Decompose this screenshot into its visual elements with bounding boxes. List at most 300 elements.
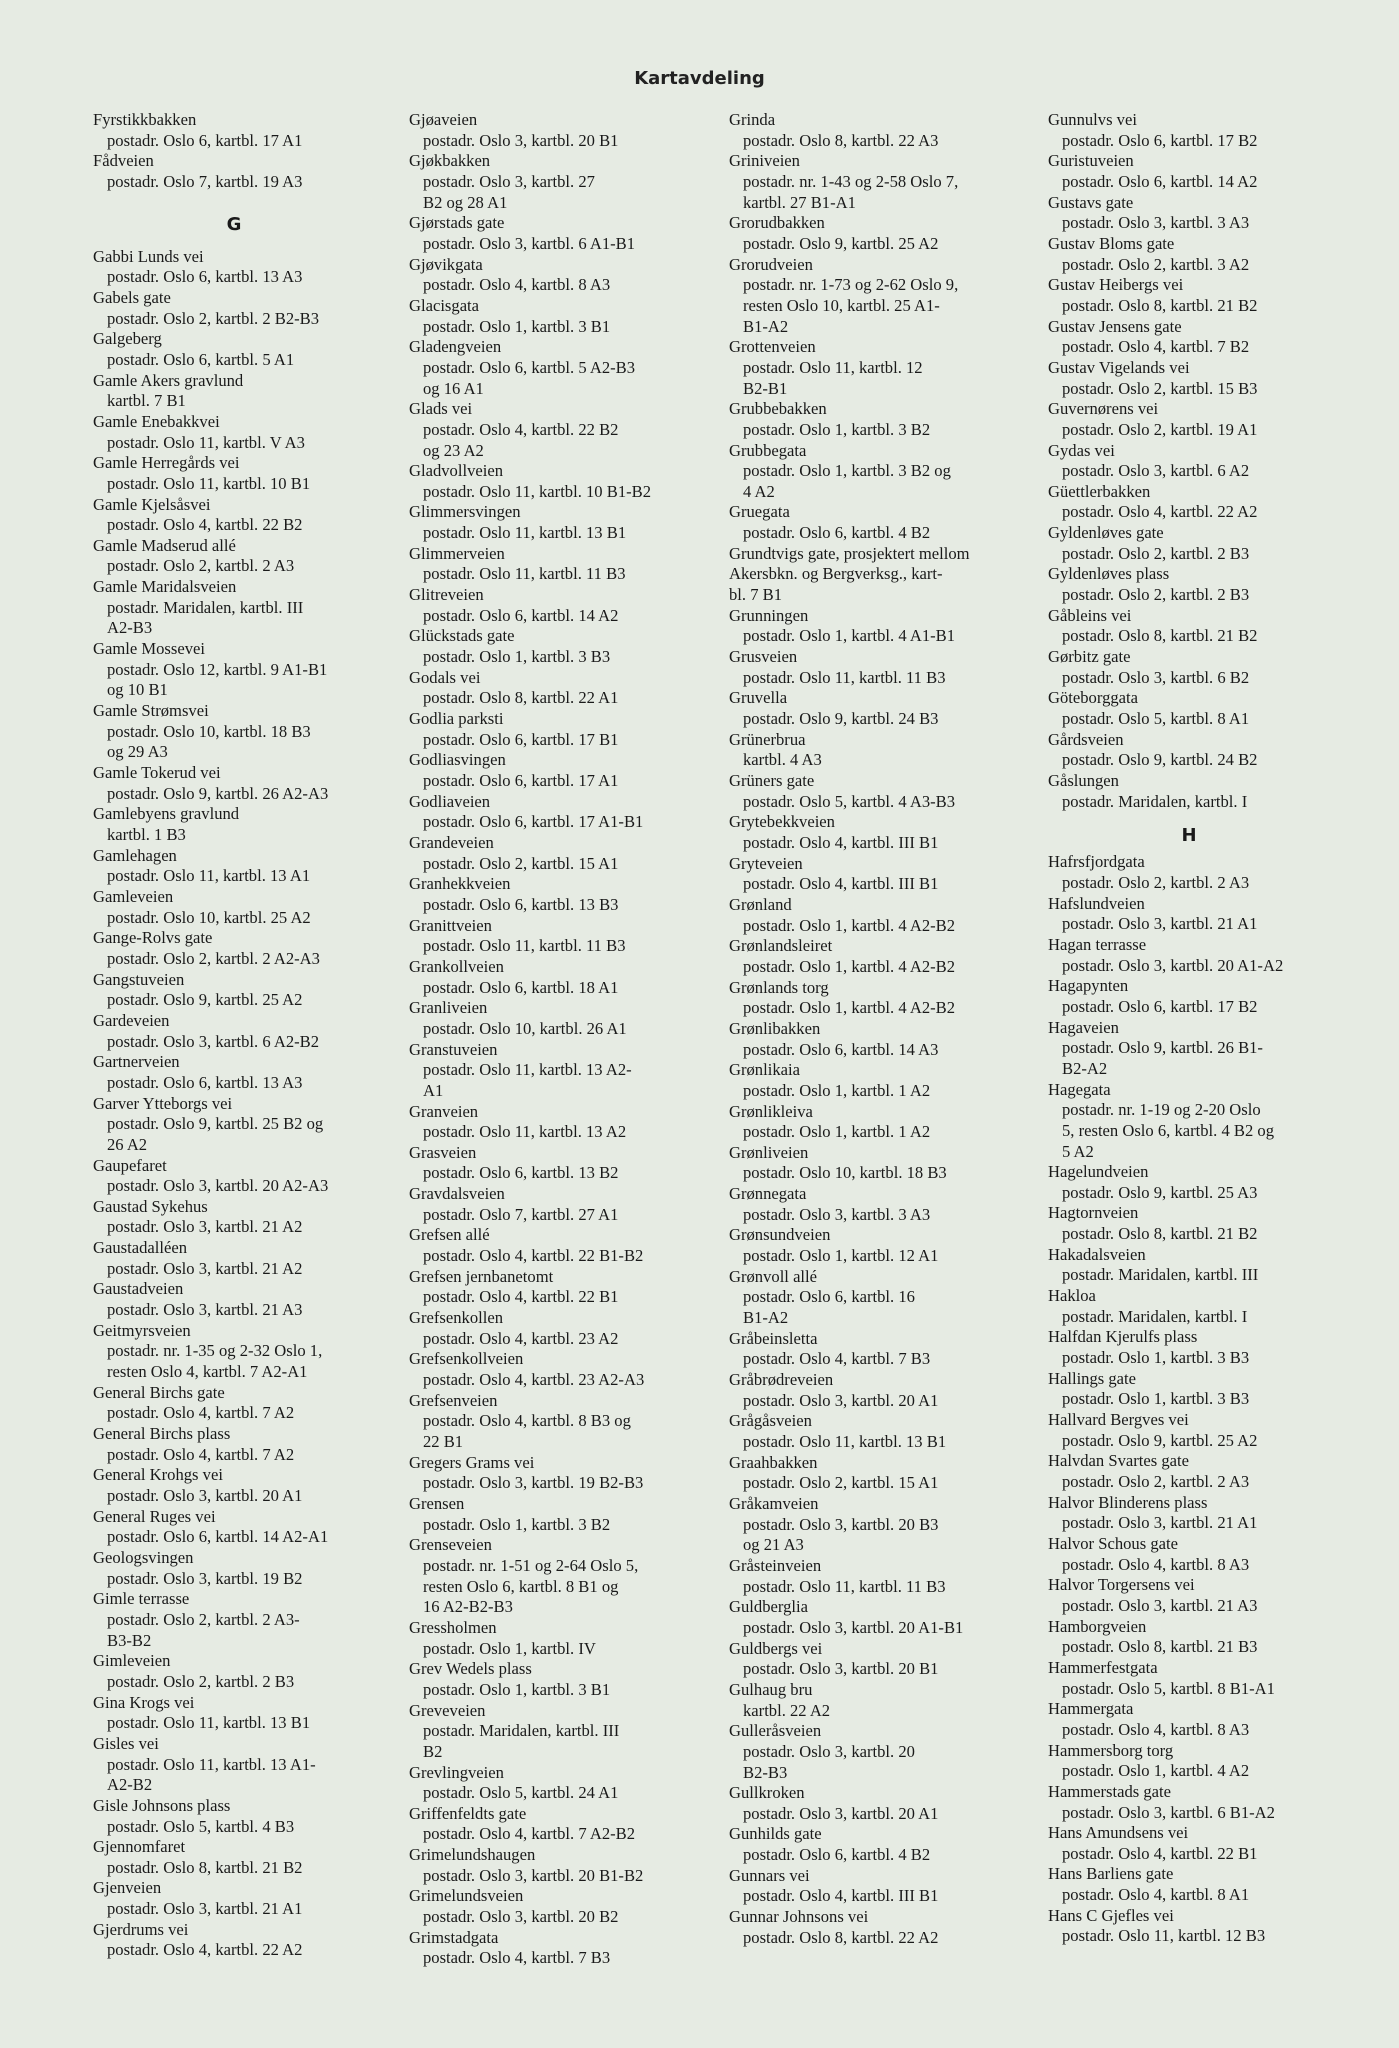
street-entry	[409, 461, 691, 502]
street-name: Grünerbrua	[729, 729, 806, 749]
street-address: postadr. Oslo 3, kartbl. 21 A1	[1062, 914, 1258, 934]
street-name: Guldbergs vei	[729, 1638, 823, 1658]
street-entry	[1048, 1658, 1330, 1699]
street-address: postadr. Oslo 8, kartbl. 21 B2	[107, 1857, 303, 1877]
street-address: postadr. Oslo 11, kartbl. 13 B1	[743, 1432, 947, 1451]
street-entry	[93, 1011, 375, 1052]
street-address: postadr. Oslo 9, kartbl. 25 A2	[107, 990, 303, 1010]
street-name: Geitmyrsveien	[93, 1320, 191, 1340]
street-address: postadr. Oslo 3, kartbl. 20 B1	[743, 1659, 939, 1679]
page-heading: Kartavdeling	[634, 68, 765, 89]
street-address: postadr. Oslo 2, kartbl. 19 A1	[1062, 419, 1258, 439]
street-name: Hammersborg torg	[1048, 1740, 1174, 1760]
street-name: Gravdalsveien	[409, 1184, 505, 1204]
street-name: Grønnegata	[729, 1184, 807, 1204]
street-name: Hagapynten	[1048, 976, 1129, 996]
street-entry	[93, 1279, 375, 1320]
street-address: postadr. Oslo 8, kartbl. 22 A3	[743, 130, 939, 150]
street-name: Guvernørens vei	[1048, 399, 1159, 419]
street-address: postadr. Oslo 6, kartbl. 14 A2	[423, 605, 619, 625]
street-address: postadr. Oslo 4, kartbl. 7 B2	[1062, 337, 1250, 357]
street-address: postadr. Oslo 4, kartbl. 8 A3	[1062, 1719, 1250, 1739]
street-name: Gunnars vei	[729, 1865, 810, 1885]
street-name: Grefsen allé	[409, 1225, 490, 1245]
street-name: Griffenfeldts gate	[409, 1803, 527, 1823]
street-entry	[729, 1143, 1011, 1184]
street-address: postadr. Oslo 9, kartbl. 26 A2-A3	[107, 783, 329, 803]
street-address: postadr. Oslo 6, kartbl. 5 A1	[107, 349, 295, 369]
street-entry	[729, 1184, 1011, 1225]
street-address: postadr. Oslo 5, kartbl. 8 B1-A1	[1062, 1678, 1275, 1698]
street-name: Gruvella	[729, 688, 788, 708]
street-name: Gunnulvs vei	[1048, 110, 1137, 129]
street-address: postadr. Oslo 12, kartbl. 9 A1-B1 og 10 B1	[107, 659, 328, 700]
street-entry	[409, 399, 691, 461]
street-name: Gjennomfaret	[93, 1837, 186, 1857]
street-entry	[1048, 234, 1330, 275]
street-entry	[93, 1878, 375, 1919]
street-name: Grågåsveien	[729, 1411, 812, 1431]
street-name: Glimmersvingen	[409, 502, 521, 522]
street-address: postadr. Oslo 2, kartbl. 2 A3	[107, 556, 295, 576]
street-name: Grønlibakken	[729, 1018, 821, 1038]
street-name: Grandeveien	[409, 832, 494, 852]
street-name: Glacisgata	[409, 295, 480, 315]
street-entry	[409, 1763, 691, 1804]
street-address: postadr. Oslo 2, kartbl. 2 A3	[1062, 872, 1250, 892]
street-entry	[729, 110, 1011, 151]
street-name: Gabbi Lunds vei	[93, 246, 204, 266]
street-entry	[729, 1453, 1011, 1494]
street-address: postadr. Oslo 2, kartbl. 2 B3	[107, 1671, 295, 1691]
street-name: Grorudbakken	[729, 213, 825, 233]
street-entry	[93, 1651, 375, 1692]
column-4	[1048, 110, 1330, 1947]
street-name: Hagtornveien	[1048, 1203, 1139, 1223]
street-entry	[93, 151, 375, 192]
street-name: Gressholmen	[409, 1617, 497, 1637]
street-name: Galgeberg	[93, 329, 162, 349]
street-address: postadr. Oslo 11, kartbl. 13 B1	[107, 1713, 311, 1733]
street-name: Gjerdrums vei	[93, 1919, 189, 1939]
street-address: postadr. Oslo 6, kartbl. 14 A2	[1062, 171, 1258, 191]
street-name: Hafrsfjordgata	[1048, 852, 1145, 872]
street-entry	[409, 1143, 691, 1184]
street-entry	[409, 1391, 691, 1453]
street-entry	[1048, 1823, 1330, 1864]
street-address: postadr. Oslo 6, kartbl. 18 A1	[423, 977, 619, 997]
street-entry	[409, 502, 691, 543]
street-address: postadr. Oslo 4, kartbl. III B1	[743, 1886, 939, 1906]
street-name: Grefsen jernbanetomt	[409, 1266, 554, 1286]
street-address: postadr. Oslo 4, kartbl. III B1	[743, 832, 939, 852]
street-name: Grüners gate	[729, 771, 815, 790]
street-address: postadr. Oslo 3, kartbl. 20 A1-B1	[743, 1617, 964, 1637]
street-address: postadr. Oslo 6, kartbl. 17 B2	[1062, 130, 1258, 150]
street-name: Hammergata	[1048, 1699, 1134, 1719]
street-entry	[93, 1589, 375, 1651]
street-name: Gaustadveien	[93, 1279, 184, 1299]
street-address: postadr. Oslo 10, kartbl. 26 A1	[423, 1018, 627, 1038]
street-entry	[729, 978, 1011, 1019]
street-name: Gustavs gate	[1048, 192, 1134, 212]
street-address: postadr. Oslo 3, kartbl. 6 B2	[1062, 667, 1250, 687]
street-address: postadr. Oslo 9, kartbl. 24 B3	[743, 709, 939, 729]
street-name: Gamle Tokerud vei	[93, 763, 221, 783]
street-entry	[729, 255, 1011, 338]
street-address: postadr. Oslo 4, kartbl. 22 B1	[423, 1287, 619, 1307]
street-name: Gina Krogs vei	[93, 1692, 195, 1712]
street-address: postadr. Oslo 9, kartbl. 25 B2 og 26 A2	[107, 1114, 324, 1154]
street-address: postadr. Oslo 3, kartbl. 6 A2-B2	[107, 1031, 320, 1051]
street-name: Gladvollveien	[409, 461, 504, 481]
street-entry	[409, 1267, 691, 1308]
street-address: postadr. Oslo 3, kartbl. 3 A3	[743, 1204, 931, 1224]
street-name: Halvor Blinderens plass	[1048, 1492, 1208, 1512]
street-entry	[409, 1184, 691, 1225]
street-address: kartbl. 4 A3	[743, 750, 822, 770]
street-entry	[409, 1804, 691, 1845]
street-name: Grønlikleiva	[729, 1101, 813, 1121]
street-entry	[409, 544, 691, 585]
street-name: Hagelundveien	[1048, 1162, 1149, 1182]
street-entry	[93, 846, 375, 887]
street-address: postadr. Oslo 8, kartbl. 22 A2	[743, 1927, 939, 1947]
street-entry	[729, 1556, 1011, 1597]
street-name: Grønvoll allé	[729, 1266, 818, 1286]
street-entry	[729, 399, 1011, 440]
street-name: Hammerfestgata	[1048, 1657, 1158, 1677]
street-name: Halvor Schous gate	[1048, 1533, 1178, 1553]
street-entry	[409, 916, 691, 957]
street-address: postadr. Oslo 2, kartbl. 2 A3- B3-B2	[107, 1609, 300, 1650]
street-address: postadr. Oslo 3, kartbl. 19 B2-B3	[423, 1473, 644, 1493]
street-address: postadr. Oslo 1, kartbl. 4 A2-B2	[743, 956, 956, 976]
street-name: Grusveien	[729, 647, 798, 667]
street-name: Gamle Strømsvei	[93, 701, 209, 721]
street-name: Gråkamveien	[729, 1493, 819, 1513]
street-entry	[409, 668, 691, 709]
street-name: Gisles vei	[93, 1733, 159, 1753]
street-name: Garver Ytteborgs vei	[93, 1093, 233, 1113]
street-name: Gjøvikgata	[409, 254, 483, 274]
street-address: postadr. Oslo 3, kartbl. 20 A1	[107, 1486, 303, 1505]
section-letter: G	[226, 213, 242, 235]
street-name: Gjøkbakken	[409, 151, 491, 171]
street-address: postadr. Oslo 8, kartbl. 21 B3	[1062, 1637, 1258, 1657]
street-address: postadr. Oslo 9, kartbl. 25 A2	[1062, 1430, 1258, 1450]
street-entry	[729, 1329, 1011, 1370]
street-name: Gaustad Sykehus	[93, 1196, 208, 1216]
street-name: Gyldenløves gate	[1048, 523, 1164, 543]
street-entry	[409, 296, 691, 337]
street-name: Grønliveien	[729, 1142, 809, 1162]
street-entry	[93, 1424, 375, 1465]
street-entry	[729, 1639, 1011, 1680]
street-address: postadr. Oslo 1, kartbl. 3 B2 og 4 A2	[743, 461, 951, 501]
street-entry	[729, 854, 1011, 895]
street-entry	[1048, 482, 1330, 523]
street-address: postadr. Oslo 8, kartbl. 21 B2	[1062, 295, 1258, 315]
street-entry	[93, 887, 375, 928]
street-entry	[409, 1845, 691, 1886]
street-entry	[1048, 358, 1330, 399]
street-name: Gaupefaret	[93, 1155, 167, 1175]
street-name: Gamlehagen	[93, 845, 177, 865]
street-entry	[1048, 606, 1330, 647]
street-entry	[1048, 1451, 1330, 1492]
street-entry	[1048, 1327, 1330, 1368]
column-3	[729, 110, 1011, 1948]
street-name: Gange-Rolvs gate	[93, 928, 213, 948]
street-address: postadr. Oslo 9, kartbl. 26 B1- B2-A2	[1062, 1038, 1263, 1078]
street-name: Hallvard Bergves vei	[1048, 1410, 1189, 1430]
street-address: postadr. Oslo 4, kartbl. III B1	[743, 874, 939, 894]
street-name: Gydas vei	[1048, 440, 1115, 460]
street-name: Hammerstads gate	[1048, 1781, 1172, 1801]
street-address: postadr. Oslo 7, kartbl. 27 A1	[423, 1204, 619, 1224]
street-address: postadr. Oslo 4, kartbl. 22 B1-B2	[423, 1246, 644, 1266]
street-name: Grubbebakken	[729, 399, 827, 419]
street-name: Gruegata	[729, 502, 790, 522]
street-address: postadr. Oslo 6, kartbl. 5 A2-B3 og 16 A1	[423, 357, 636, 398]
street-entry	[93, 1052, 375, 1093]
street-address: postadr. Oslo 6, kartbl. 13 B2	[423, 1163, 619, 1183]
street-entry	[409, 1349, 691, 1390]
street-address: postadr. Oslo 5, kartbl. 4 A3-B3	[743, 791, 956, 811]
street-name: Gulhaug bru	[729, 1679, 813, 1699]
street-entry	[729, 936, 1011, 977]
street-address: postadr. Oslo 11, kartbl. 11 B3	[423, 564, 626, 584]
street-name: Gullkroken	[729, 1783, 805, 1803]
street-address: postadr. Oslo 4, kartbl. 7 B3	[743, 1349, 931, 1369]
street-address: postadr. Oslo 3, kartbl. 6 A2	[1062, 461, 1250, 481]
street-address: postadr. Oslo 3, kartbl. 21 A1	[107, 1899, 303, 1919]
street-name: Gustav Vigelands vei	[1048, 357, 1190, 377]
street-address: postadr. Oslo 8, kartbl. 22 A1	[423, 688, 619, 708]
street-address: postadr. Maridalen, kartbl. I	[1062, 791, 1248, 811]
street-address: postadr. Oslo 2, kartbl. 2 A2-A3	[107, 948, 320, 968]
street-address: postadr. Oslo 4, kartbl. 7 A2-B2	[423, 1824, 636, 1844]
street-name: Glückstads gate	[409, 626, 515, 646]
street-name: Grefsenkollen	[409, 1308, 503, 1328]
street-address: postadr. Oslo 2, kartbl. 15 A1	[743, 1473, 939, 1493]
street-entry	[1048, 1906, 1330, 1947]
street-name: Hans Barliens gate	[1048, 1864, 1174, 1884]
street-entry	[93, 1197, 375, 1238]
street-entry	[409, 998, 691, 1039]
street-name: Graahbakken	[729, 1452, 818, 1472]
street-name: Grytebekkveien	[729, 812, 835, 832]
street-name: Guldberglia	[729, 1597, 808, 1617]
street-name: Glitreveien	[409, 585, 484, 605]
street-entry	[1048, 1018, 1330, 1080]
street-name: Gråbrødreveien	[729, 1370, 834, 1390]
street-entry	[729, 151, 1011, 213]
street-name: Gjørstads gate	[409, 213, 505, 233]
street-entry	[93, 928, 375, 969]
street-name: Hans C Gjefles vei	[1048, 1905, 1174, 1925]
street-entry	[93, 1094, 375, 1156]
street-address: postadr. Oslo 4, kartbl. 22 B2 og 23 A2	[423, 419, 619, 460]
street-address: postadr. Oslo 4, kartbl. 8 A1	[1062, 1885, 1250, 1905]
street-entry	[1048, 1699, 1330, 1740]
street-entry	[1048, 564, 1330, 605]
street-address: postadr. Oslo 6, kartbl. 13 A3	[107, 267, 303, 287]
street-name: Grunningen	[729, 605, 809, 625]
street-name: General Krohgs vei	[93, 1465, 223, 1485]
street-entry	[93, 763, 375, 804]
street-name: General Ruges vei	[93, 1506, 216, 1526]
street-entry	[729, 771, 1011, 812]
street-entry	[1048, 647, 1330, 688]
street-entry	[1048, 1493, 1330, 1534]
street-name: Gregers Grams vei	[409, 1452, 535, 1472]
street-address: postadr. Oslo 11, kartbl. 12 B2-B1	[743, 357, 923, 398]
street-entry	[409, 1928, 691, 1969]
street-address: postadr. Oslo 1, kartbl. 1 A2	[743, 1080, 931, 1100]
street-address: postadr. Oslo 4, kartbl. 22 B1	[1062, 1843, 1258, 1863]
street-entry	[93, 1465, 375, 1506]
street-address: postadr. Oslo 4, kartbl. 22 A2	[107, 1940, 303, 1960]
street-name: Güettlerbakken	[1048, 481, 1151, 501]
street-entry	[729, 1783, 1011, 1824]
street-name: Gimleveien	[93, 1651, 171, 1671]
street-address: postadr. Oslo 3, kartbl. 20 B3 og 21 A3	[743, 1514, 939, 1555]
street-address: postadr. Oslo 11, kartbl. 12 B3	[1062, 1926, 1266, 1946]
street-entry	[409, 1701, 691, 1763]
street-address: postadr. Oslo 11, kartbl. 10 B1-B2	[423, 481, 652, 501]
street-name: Gunnar Johnsons vei	[729, 1907, 869, 1927]
street-name: Grinda	[729, 110, 776, 129]
street-entry	[409, 1102, 691, 1143]
street-name: Gamle Madserud allé	[93, 535, 236, 555]
street-name: Granveien	[409, 1101, 479, 1121]
street-entry	[409, 1618, 691, 1659]
street-name: Grønsundveien	[729, 1225, 831, 1245]
street-entry	[409, 750, 691, 791]
street-name: Gråsteinveien	[729, 1555, 822, 1575]
street-address: postadr. Oslo 11, kartbl. V A3	[107, 432, 305, 452]
street-entry	[409, 1308, 691, 1349]
street-address: postadr. Oslo 1, kartbl. 3 B1	[423, 316, 611, 336]
street-entry	[729, 1060, 1011, 1101]
street-entry	[729, 1267, 1011, 1329]
street-entry	[409, 1494, 691, 1535]
street-address: postadr. Oslo 8, kartbl. 21 B2	[1062, 626, 1258, 646]
street-name: Gamlebyens gravlund	[93, 804, 240, 824]
street-entry	[93, 701, 375, 763]
street-address: postadr. Oslo 10, kartbl. 25 A2	[107, 907, 311, 927]
street-entry	[729, 1680, 1011, 1721]
street-address: kartbl. 22 A2	[743, 1700, 831, 1720]
street-address: kartbl. 7 B1	[107, 391, 186, 411]
street-address: postadr. Oslo 11, kartbl. 13 A2- A1	[423, 1060, 632, 1100]
street-name: Guristuveien	[1048, 151, 1134, 171]
street-address: postadr. Oslo 9, kartbl. 25 A2	[743, 233, 939, 253]
street-name: Gamle Mossevei	[93, 639, 205, 659]
street-entry	[729, 1370, 1011, 1411]
street-address: postadr. Oslo 1, kartbl. 12 A1	[743, 1246, 939, 1266]
street-address: postadr. Oslo 4, kartbl. 22 B2	[107, 515, 303, 535]
street-entry	[1048, 193, 1330, 234]
street-name: Granittveien	[409, 915, 492, 935]
street-name: Grasveien	[409, 1142, 477, 1162]
street-entry	[409, 337, 691, 399]
street-entry	[729, 1721, 1011, 1783]
street-entry	[1048, 852, 1330, 893]
street-name: Gladengveien	[409, 337, 502, 357]
street-name: Halvdan Svartes gate	[1048, 1451, 1189, 1471]
street-address: postadr. Oslo 6, kartbl. 4 B2	[743, 1845, 931, 1865]
street-name: Halvor Torgersens vei	[1048, 1575, 1195, 1595]
street-address: postadr. Oslo 1, kartbl. 4 A1-B1	[743, 626, 956, 646]
street-name: Grefsenkollveien	[409, 1349, 524, 1369]
street-address: postadr. Oslo 4, kartbl. 23 A2	[423, 1328, 619, 1348]
street-name: Griniveien	[729, 151, 800, 171]
street-entry	[93, 110, 375, 151]
street-entry	[729, 812, 1011, 853]
street-address: postadr. Oslo 11, kartbl. 11 B3	[743, 667, 946, 687]
street-address: postadr. Oslo 4, kartbl. 7 B3	[423, 1948, 611, 1968]
street-address: postadr. Oslo 4, kartbl. 7 A2	[107, 1403, 295, 1423]
street-entry	[409, 709, 691, 750]
street-name: Grevlingveien	[409, 1762, 504, 1782]
street-address: postadr. Oslo 11, kartbl. 13 B1	[423, 523, 627, 543]
street-address: postadr. nr. 1-19 og 2-20 Oslo 5, resten Oslo 6, kartbl. 4 B2 og 5 A2	[1062, 1100, 1275, 1161]
street-entry	[1048, 1575, 1330, 1616]
street-address: postadr. Oslo 2, kartbl. 2 B3	[1062, 543, 1250, 563]
street-address: postadr. Oslo 1, kartbl. 3 B3	[423, 647, 611, 667]
street-entry	[729, 1019, 1011, 1060]
street-entry	[729, 1907, 1011, 1948]
street-name: General Birchs plass	[93, 1424, 231, 1444]
street-entry	[1048, 688, 1330, 729]
street-name: Gardeveien	[93, 1010, 170, 1030]
street-address: postadr. Oslo 6, kartbl. 17 B2	[1062, 996, 1258, 1016]
street-entry	[1048, 399, 1330, 440]
street-name: Gåbleins vei	[1048, 605, 1132, 625]
street-name: Gaustadalléen	[93, 1238, 187, 1258]
street-entry	[93, 247, 375, 288]
street-address: postadr. Oslo 4, kartbl. 8 B3 og 22 B1	[423, 1411, 631, 1451]
street-address: postadr. Maridalen, kartbl. III B2	[423, 1721, 620, 1761]
street-entry	[1048, 1203, 1330, 1244]
street-address: postadr. Oslo 9, kartbl. 24 B2	[1062, 750, 1258, 770]
street-name: Gustav Heibergs vei	[1048, 275, 1184, 295]
street-address: postadr. Oslo 7, kartbl. 19 A3	[107, 171, 303, 191]
section-letter: H	[1181, 825, 1197, 847]
street-address: postadr. Oslo 4, kartbl. 23 A2-A3	[423, 1370, 645, 1390]
street-address: postadr. Oslo 3, kartbl. 20 B2	[423, 1907, 619, 1927]
street-name: Gulleråsveien	[729, 1721, 822, 1741]
street-address: postadr. Oslo 3, kartbl. 20 A1	[743, 1803, 939, 1823]
street-entry	[409, 1659, 691, 1700]
street-name: Gråbeinsletta	[729, 1328, 818, 1348]
street-entry	[93, 1156, 375, 1197]
street-name: Gamle Enebakkvei	[93, 411, 220, 431]
street-entry	[1048, 935, 1330, 976]
street-entry	[93, 453, 375, 494]
street-entry	[93, 329, 375, 370]
street-address: postadr. Oslo 1, kartbl. 3 B2	[743, 419, 931, 439]
street-entry	[93, 1548, 375, 1589]
street-address: postadr. Maridalen, kartbl. III A2-B3	[107, 597, 304, 638]
street-name: Gåslungen	[1048, 771, 1119, 790]
street-address: postadr. Oslo 3, kartbl. 27 B2 og 28 A1	[423, 171, 595, 212]
street-address: postadr. Oslo 1, kartbl. 3 B1	[423, 1679, 611, 1699]
street-address: postadr. Oslo 5, kartbl. 8 A1	[1062, 709, 1250, 729]
